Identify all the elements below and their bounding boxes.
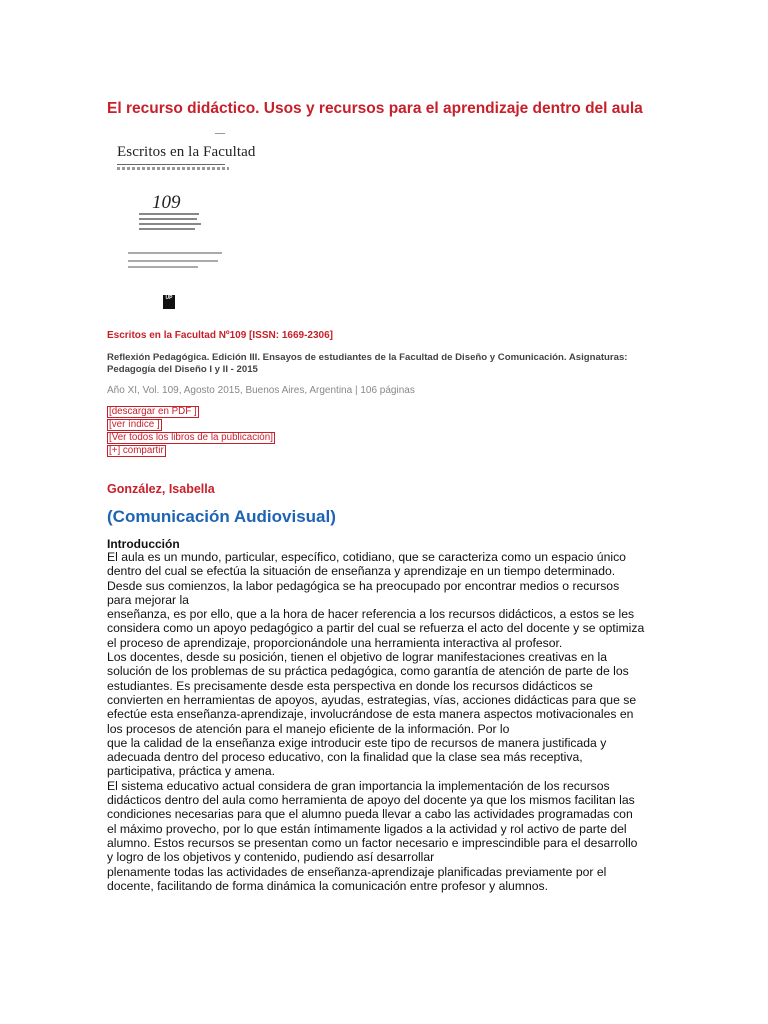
download-pdf-link[interactable]: [descargar en PDF ] [109,406,197,417]
body-line: y logro de los objetivos y contenido, pudiendo así desarrollar [107,850,435,865]
body-line: dentro del cual se efectúa la situación de enseñanza y aprendizaje en un tiempo determinado. [107,564,616,579]
body-line: Los docentes, desde su posición, tienen el objetivo de lograr manifestaciones creativas en la [107,650,607,665]
share-link[interactable]: [+] compartir [109,445,164,456]
body-line: condiciones necesarias para que el alumno pueda llevar a cabo las actividades programadas con [107,807,633,822]
view-index-link[interactable]: [ver índice ] [109,419,160,430]
body-line: participativa, práctica y amena. [107,764,275,779]
body-line: El sistema educativo actual considera de gran importancia la implementación de los recursos [107,778,610,793]
cover-subtitle-lines [139,213,201,233]
body-line: solución de los problemas de su práctica pedagógica, como garantía de atención de parte de los [107,664,629,679]
body-line: efectúe esta enseñanza-aprendizaje, involucrándose de esta manera aspectos motivacionales en [107,707,634,722]
body-line: docente, facilitando de forma dinámica la comunicación entre profesor y alumnos. [107,878,549,893]
body-line: Desde sus comienzos, la labor pedagógica se ha preocupado por encontrar medios o recursos [107,578,620,593]
issue-line: Escritos en la Facultad Nº109 [ISSN: 1669-2306] [107,330,333,341]
intro-heading: Introducción [107,537,180,551]
department-heading: (Comunicación Audiovisual) [107,507,336,526]
body-line: alumno. Estos recursos se presentan como un factor necesario e imprescindible para el desarrollo [107,835,638,850]
article-body [107,550,667,893]
view-all-books-link[interactable]: [Ver todos los libros de la publicación] [109,432,273,443]
publication-meta: Año XI, Vol. 109, Agosto 2015, Buenos Aires, Argentina | 106 páginas [107,385,415,396]
cover-masthead: Escritos en la Facultad [117,144,256,160]
body-line: estudiantes. Es precisamente desde esta perspectiva en donde los recursos didácticos se [107,678,593,693]
body-line: adecuada dentro del proceso educativo, con la finalidad que la clase sea más receptiva, [107,750,583,765]
author-name: González, Isabella [107,482,215,496]
publication-links [107,406,275,458]
body-line: plenamente todas las actividades de enseñanza-aprendizaje planificadas previamente por el [107,864,607,879]
body-line: El aula es un mundo, particular, específico, cotidiano, que se caracteriza como un espacio único [107,550,626,564]
cover-fine-line-3 [128,266,198,268]
body-line: considera como un apoyo pedagógico a partir del cual se refuerza el acto del docente y se optimiza [107,621,645,636]
publisher-logo: UP [163,295,175,309]
body-line: los procesos de atención para el manejo eficiente de la información. Por lo [107,721,510,736]
cover-divider [215,133,225,134]
cover-rule [117,164,225,165]
page-title: El recurso didáctico. Usos y recursos para el aprendizaje dentro del aula [107,100,643,117]
body-line: el proceso de aprendizaje, proporcionándole una herramienta interactiva al profesor. [107,635,563,650]
cover-fine-line-1 [128,252,222,254]
cover-fine-line-2 [128,260,218,262]
cover-issue-number: 109 [152,192,181,213]
body-line: el máximo provecho, por lo que están íntimamente ligados a la actividad y rol activo de parte del [107,821,627,836]
cover-fine-print [117,167,229,170]
body-line: enseñanza, es por ello, que a la hora de hacer referencia a los recursos didácticos, a estos se les [107,607,635,622]
body-line: para mejorar la [107,592,189,607]
publication-description: Reflexión Pedagógica. Edición III. Ensayos de estudiantes de la Facultad de Diseño y Comunicación. Asignaturas: Pedagogía del Diseño I y II - 2015 [107,352,628,375]
body-line: didácticos dentro del aula como herramienta de apoyo del docente ya que los mismos facilitan las [107,793,635,808]
body-line: convierten en herramientas de apoyos, ayudas, estrategias, vías, acciones didácticas para que se [107,692,637,707]
cover-image [106,128,256,320]
body-line: que la calidad de la enseñanza exige introducir este tipo de recursos de manera justificada y [107,735,607,750]
